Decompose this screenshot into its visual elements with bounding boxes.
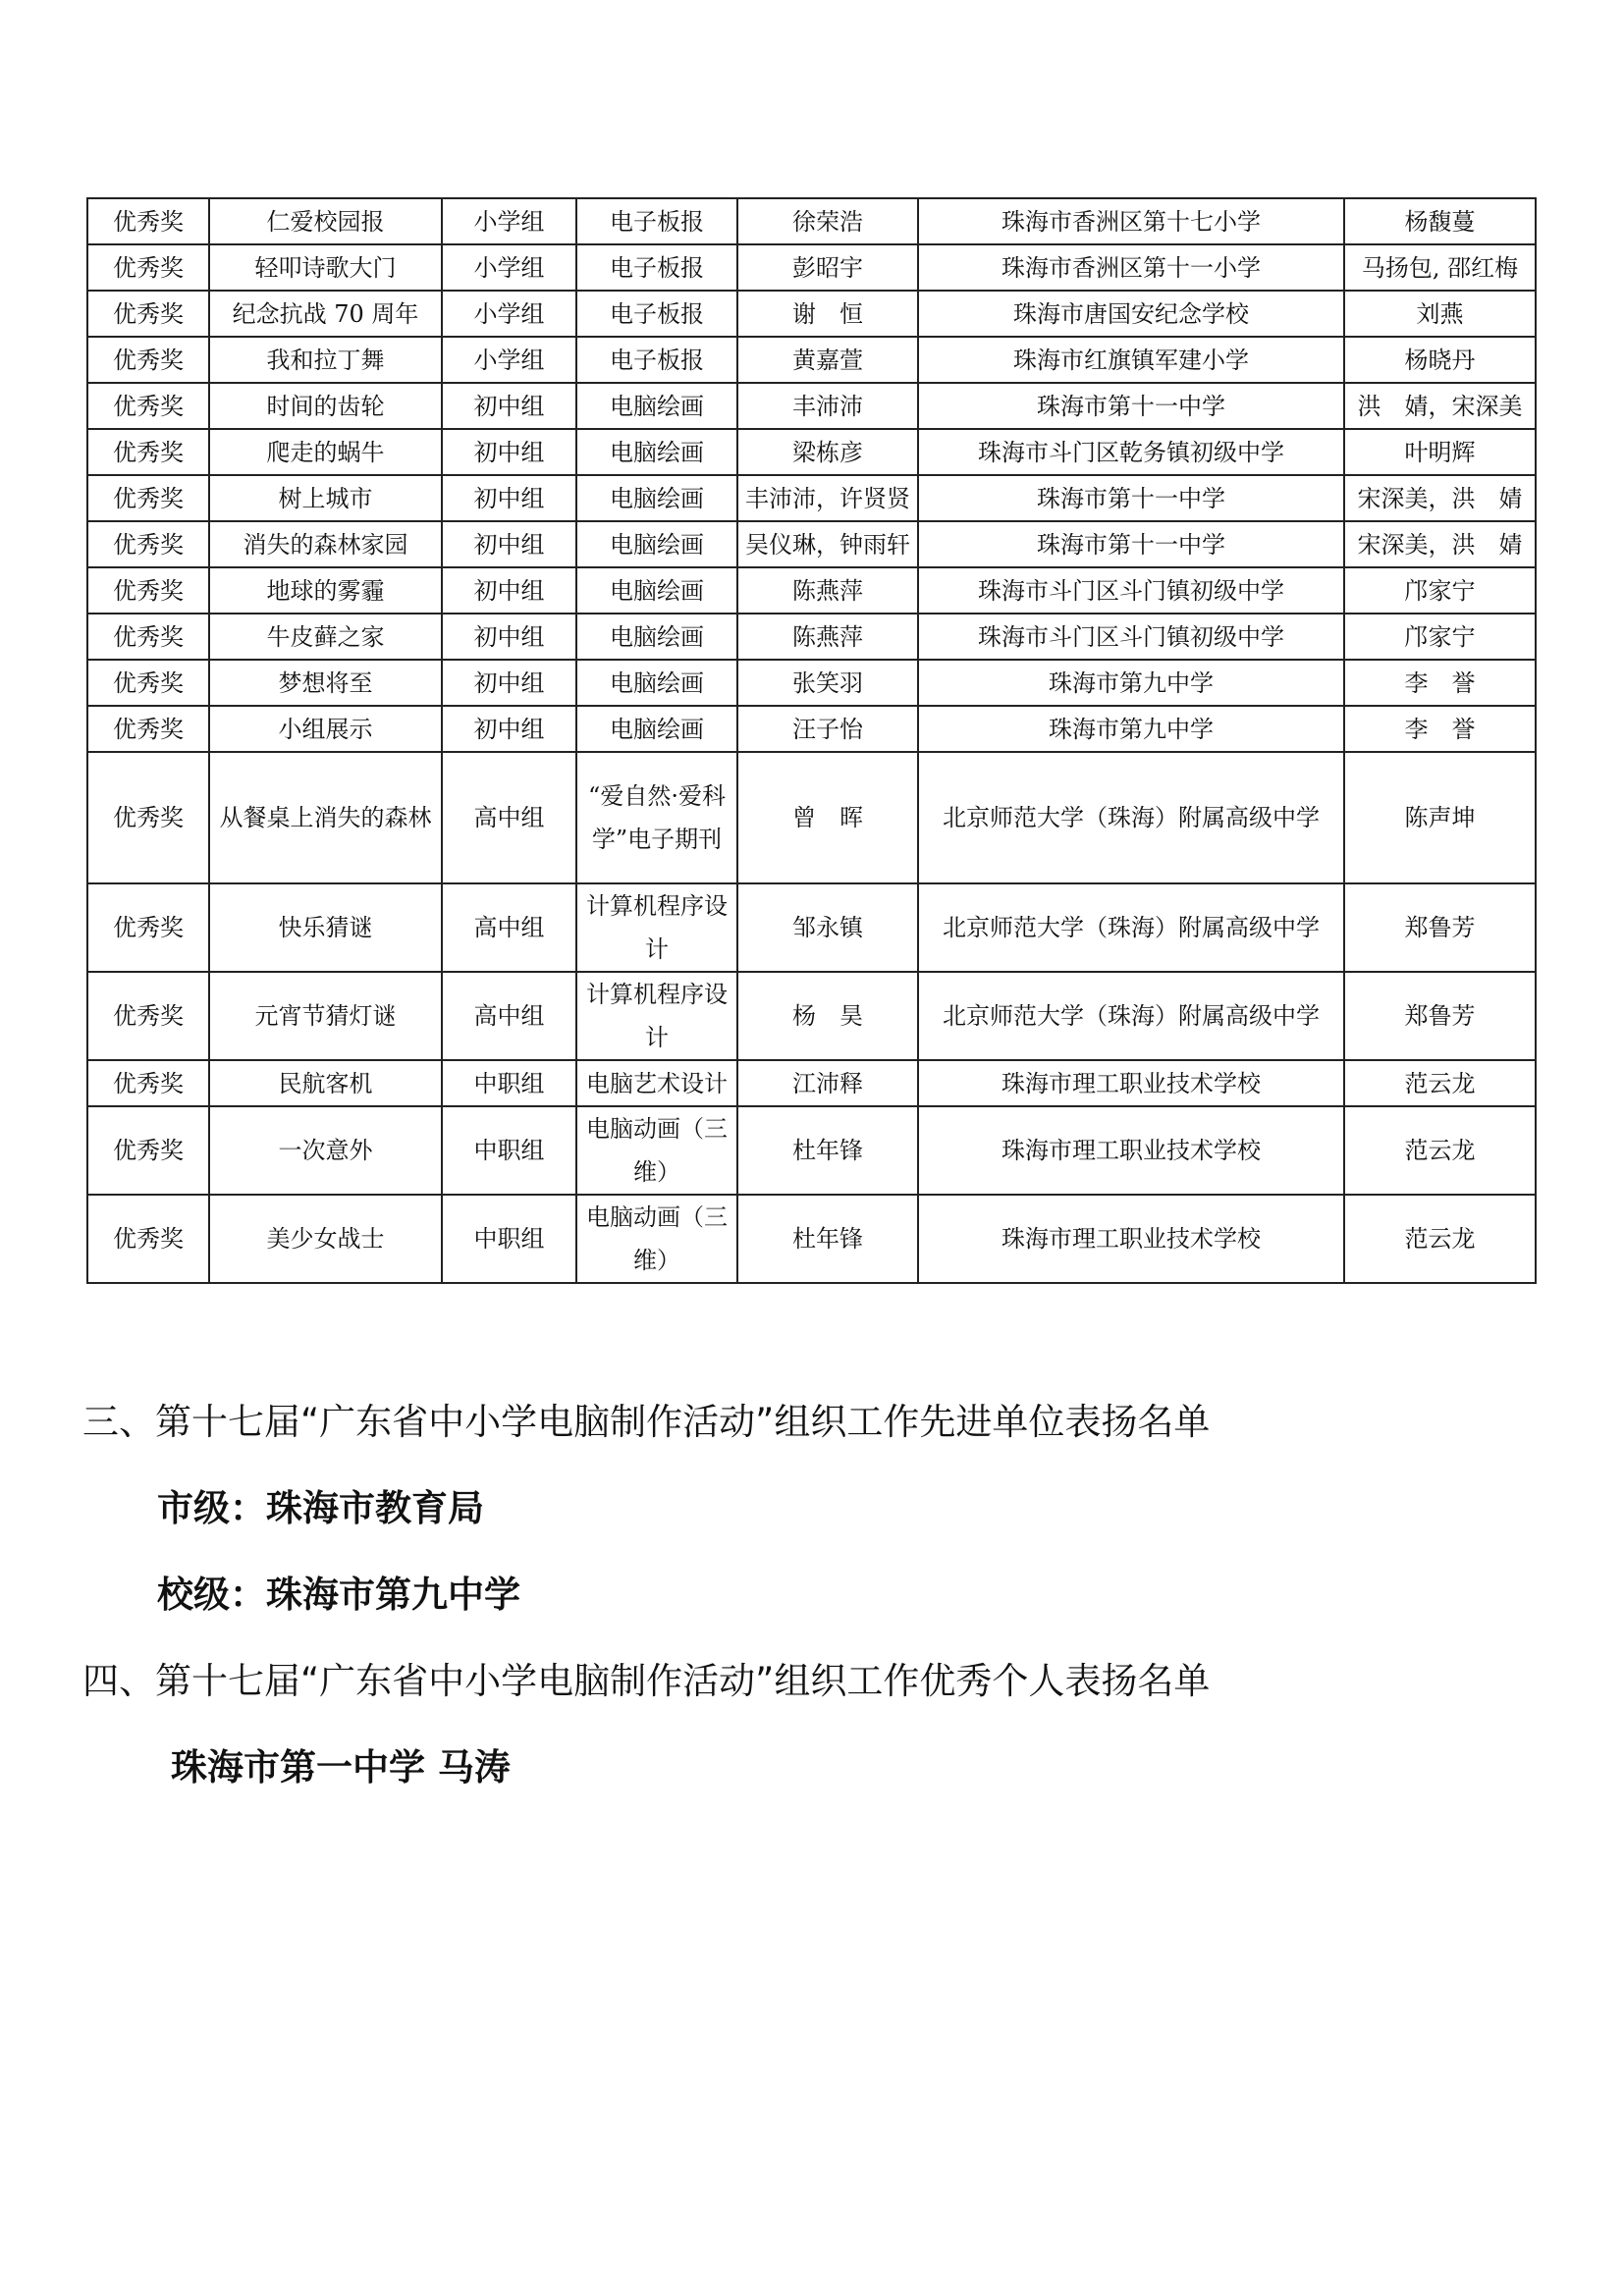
award-cell: 优秀奖 [87, 660, 209, 706]
group-cell: 初中组 [442, 567, 576, 614]
work-title-cell: 我和拉丁舞 [209, 337, 442, 383]
author-cell: 杨 昊 [737, 972, 918, 1060]
award-cell: 优秀奖 [87, 244, 209, 291]
award-cell: 优秀奖 [87, 706, 209, 752]
teacher-cell: 李 誉 [1344, 706, 1536, 752]
table-row [87, 1195, 1536, 1283]
work-title-cell: 牛皮藓之家 [209, 614, 442, 660]
awards-table-body [87, 198, 1536, 1283]
group-cell: 初中组 [442, 706, 576, 752]
author-cell: 彭昭宇 [737, 244, 918, 291]
award-cell: 优秀奖 [87, 567, 209, 614]
category-cell: 电脑艺术设计 [576, 1060, 737, 1106]
school-cell: 珠海市第十一中学 [918, 383, 1344, 429]
author-cell: 吴仪琳，钟雨轩 [737, 521, 918, 567]
author-cell: 徐荣浩 [737, 198, 918, 244]
group-cell: 中职组 [442, 1106, 576, 1195]
work-title-cell: 轻叩诗歌大门 [209, 244, 442, 291]
award-cell: 优秀奖 [87, 429, 209, 475]
award-cell: 优秀奖 [87, 291, 209, 337]
school-cell: 珠海市香洲区第十一小学 [918, 244, 1344, 291]
category-cell: 电脑绘画 [576, 383, 737, 429]
award-cell: 优秀奖 [87, 383, 209, 429]
category-cell: 电脑绘画 [576, 567, 737, 614]
award-cell: 优秀奖 [87, 1106, 209, 1195]
teacher-cell: 马扬包, 邵红梅 [1344, 244, 1536, 291]
school-cell: 珠海市第九中学 [918, 706, 1344, 752]
table-row [87, 567, 1536, 614]
school-cell: 珠海市第九中学 [918, 660, 1344, 706]
category-cell: 电脑绘画 [576, 706, 737, 752]
table-row [87, 660, 1536, 706]
table-row [87, 337, 1536, 383]
author-cell: 陈燕萍 [737, 567, 918, 614]
category-cell: 电脑绘画 [576, 660, 737, 706]
school-cell: 北京师范大学（珠海）附属高级中学 [918, 752, 1344, 883]
school-cell: 珠海市斗门区斗门镇初级中学 [918, 614, 1344, 660]
group-cell: 初中组 [442, 614, 576, 660]
group-cell: 小学组 [442, 291, 576, 337]
category-cell: 电脑动画（三维） [576, 1195, 737, 1283]
teacher-cell: 杨晓丹 [1344, 337, 1536, 383]
category-cell: 计算机程序设计 [576, 883, 737, 972]
teacher-cell: 邝家宁 [1344, 614, 1536, 660]
table-row [87, 383, 1536, 429]
author-cell: 杜年锋 [737, 1195, 918, 1283]
school-cell: 珠海市理工职业技术学校 [918, 1060, 1344, 1106]
table-row [87, 1060, 1536, 1106]
table-row [87, 244, 1536, 291]
school-cell: 珠海市红旗镇军建小学 [918, 337, 1344, 383]
work-title-cell: 民航客机 [209, 1060, 442, 1106]
awards-table [86, 197, 1537, 1284]
work-title-cell: 从餐桌上消失的森林 [209, 752, 442, 883]
work-title-cell: 美少女战士 [209, 1195, 442, 1283]
school-cell: 珠海市香洲区第十七小学 [918, 198, 1344, 244]
category-cell: 电脑绘画 [576, 429, 737, 475]
author-cell: 丰沛沛，许贤贤 [737, 475, 918, 521]
category-cell: 计算机程序设计 [576, 972, 737, 1060]
category-cell: 电子板报 [576, 337, 737, 383]
section-4-heading: 四、第十七届“广东省中小学电脑制作活动”组织工作优秀个人表扬名单 [82, 1660, 1211, 1702]
category-cell: 电脑绘画 [576, 521, 737, 567]
table-row [87, 475, 1536, 521]
work-title-cell: 快乐猜谜 [209, 883, 442, 972]
teacher-cell: 范云龙 [1344, 1106, 1536, 1195]
work-title-cell: 纪念抗战 70 周年 [209, 291, 442, 337]
group-cell: 初中组 [442, 660, 576, 706]
author-cell: 邹永镇 [737, 883, 918, 972]
table-row [87, 614, 1536, 660]
author-cell: 张笑羽 [737, 660, 918, 706]
author-cell: 黄嘉萱 [737, 337, 918, 383]
author-cell: 曾 晖 [737, 752, 918, 883]
work-title-cell: 元宵节猜灯谜 [209, 972, 442, 1060]
table-row [87, 198, 1536, 244]
award-cell: 优秀奖 [87, 198, 209, 244]
category-cell: 电子板报 [576, 244, 737, 291]
category-cell: “爱自然·爱科学”电子期刊 [576, 752, 737, 883]
teacher-cell: 洪 婧，宋深美 [1344, 383, 1536, 429]
table-row [87, 972, 1536, 1060]
group-cell: 初中组 [442, 429, 576, 475]
work-title-cell: 梦想将至 [209, 660, 442, 706]
category-cell: 电子板报 [576, 291, 737, 337]
group-cell: 小学组 [442, 198, 576, 244]
group-cell: 高中组 [442, 972, 576, 1060]
category-cell: 电脑动画（三维） [576, 1106, 737, 1195]
work-title-cell: 时间的齿轮 [209, 383, 442, 429]
teacher-cell: 郑鲁芳 [1344, 883, 1536, 972]
author-cell: 杜年锋 [737, 1106, 918, 1195]
author-cell: 谢 恒 [737, 291, 918, 337]
teacher-cell: 刘燕 [1344, 291, 1536, 337]
award-cell: 优秀奖 [87, 972, 209, 1060]
teacher-cell: 范云龙 [1344, 1060, 1536, 1106]
table-row [87, 1106, 1536, 1195]
teacher-cell: 范云龙 [1344, 1195, 1536, 1283]
author-cell: 梁栋彦 [737, 429, 918, 475]
work-title-cell: 树上城市 [209, 475, 442, 521]
teacher-cell: 郑鲁芳 [1344, 972, 1536, 1060]
outstanding-individual: 珠海市第一中学 马涛 [171, 1746, 511, 1789]
author-cell: 丰沛沛 [737, 383, 918, 429]
work-title-cell: 小组展示 [209, 706, 442, 752]
group-cell: 高中组 [442, 752, 576, 883]
work-title-cell: 消失的森林家园 [209, 521, 442, 567]
award-cell: 优秀奖 [87, 1060, 209, 1106]
author-cell: 江沛释 [737, 1060, 918, 1106]
table-row [87, 521, 1536, 567]
school-level-unit: 校级：珠海市第九中学 [157, 1574, 520, 1616]
school-cell: 北京师范大学（珠海）附属高级中学 [918, 972, 1344, 1060]
award-cell: 优秀奖 [87, 614, 209, 660]
school-cell: 珠海市理工职业技术学校 [918, 1195, 1344, 1283]
author-cell: 汪子怡 [737, 706, 918, 752]
category-cell: 电脑绘画 [576, 614, 737, 660]
school-cell: 珠海市第十一中学 [918, 521, 1344, 567]
teacher-cell: 邝家宁 [1344, 567, 1536, 614]
group-cell: 初中组 [442, 383, 576, 429]
award-cell: 优秀奖 [87, 1195, 209, 1283]
category-cell: 电脑绘画 [576, 475, 737, 521]
city-level-unit: 市级：珠海市教育局 [157, 1487, 484, 1529]
teacher-cell: 叶明辉 [1344, 429, 1536, 475]
group-cell: 初中组 [442, 521, 576, 567]
school-cell: 珠海市理工职业技术学校 [918, 1106, 1344, 1195]
teacher-cell: 李 誉 [1344, 660, 1536, 706]
teacher-cell: 宋深美，洪 婧 [1344, 521, 1536, 567]
group-cell: 中职组 [442, 1195, 576, 1283]
school-cell: 珠海市斗门区斗门镇初级中学 [918, 567, 1344, 614]
category-cell: 电子板报 [576, 198, 737, 244]
award-cell: 优秀奖 [87, 337, 209, 383]
school-cell: 珠海市第十一中学 [918, 475, 1344, 521]
work-title-cell: 地球的雾霾 [209, 567, 442, 614]
school-cell: 珠海市唐国安纪念学校 [918, 291, 1344, 337]
table-row [87, 291, 1536, 337]
table-row [87, 752, 1536, 883]
teacher-cell: 宋深美，洪 婧 [1344, 475, 1536, 521]
table-row [87, 429, 1536, 475]
section-3-heading: 三、第十七届“广东省中小学电脑制作活动”组织工作先进单位表扬名单 [82, 1401, 1211, 1443]
group-cell: 高中组 [442, 883, 576, 972]
group-cell: 初中组 [442, 475, 576, 521]
award-cell: 优秀奖 [87, 883, 209, 972]
work-title-cell: 仁爱校园报 [209, 198, 442, 244]
work-title-cell: 一次意外 [209, 1106, 442, 1195]
school-cell: 珠海市斗门区乾务镇初级中学 [918, 429, 1344, 475]
group-cell: 中职组 [442, 1060, 576, 1106]
award-cell: 优秀奖 [87, 475, 209, 521]
school-cell: 北京师范大学（珠海）附属高级中学 [918, 883, 1344, 972]
group-cell: 小学组 [442, 337, 576, 383]
table-row [87, 706, 1536, 752]
award-cell: 优秀奖 [87, 752, 209, 883]
award-cell: 优秀奖 [87, 521, 209, 567]
work-title-cell: 爬走的蜗牛 [209, 429, 442, 475]
teacher-cell: 陈声坤 [1344, 752, 1536, 883]
author-cell: 陈燕萍 [737, 614, 918, 660]
group-cell: 小学组 [442, 244, 576, 291]
table-row [87, 883, 1536, 972]
teacher-cell: 杨馥蔓 [1344, 198, 1536, 244]
